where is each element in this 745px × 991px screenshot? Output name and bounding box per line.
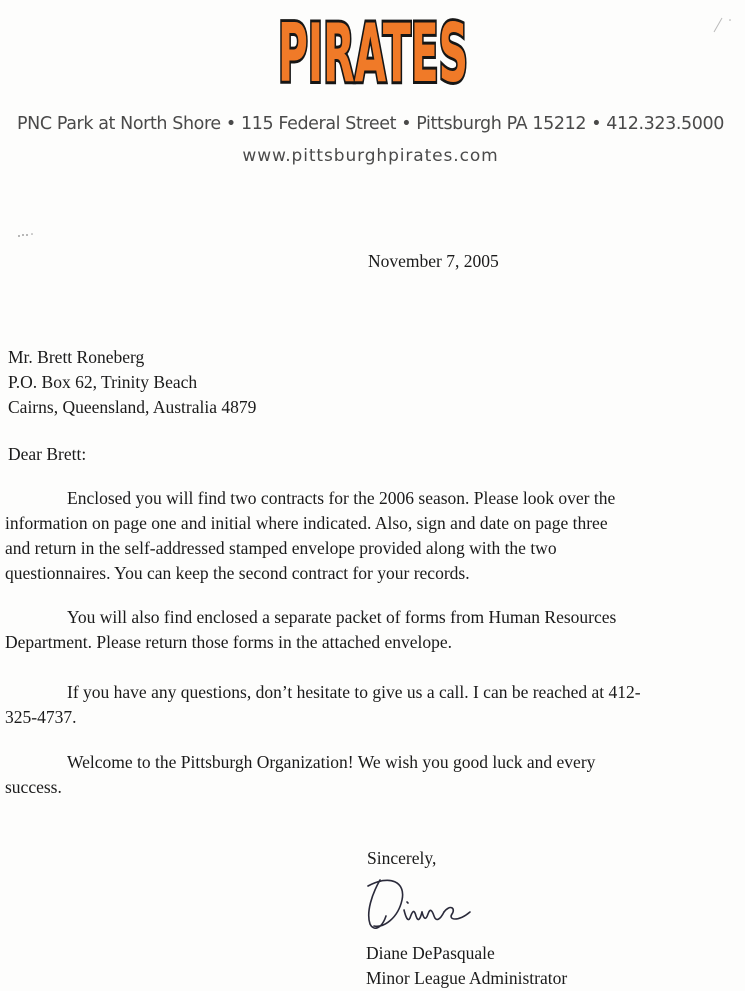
paragraph-line: Enclosed you will find two contracts for the 2006 season. Please look over the — [67, 488, 616, 508]
paragraph-1 — [5, 486, 745, 586]
logo-wordmark: PIRATES — [278, 6, 468, 101]
signer-title: Minor League Administrator — [366, 968, 568, 988]
salutation: Dear Brett: — [8, 444, 87, 464]
recipient-address — [8, 345, 256, 420]
paper-speck — [17, 232, 37, 238]
paragraph-line: and return in the self-addressed stamped envelope provided along with the two — [5, 538, 557, 558]
recipient-line2: Cairns, Queensland, Australia 4879 — [8, 397, 257, 417]
paragraph-line: You will also find enclosed a separate packet of forms from Human Resources — [67, 607, 617, 627]
signer-name: Diane DePasquale — [366, 943, 495, 963]
letterhead-website: www.pittsburghpirates.com — [242, 146, 499, 166]
recipient-name: Mr. Brett Roneberg — [8, 347, 145, 367]
paragraph-4 — [5, 750, 745, 800]
paragraph-line: If you have any questions, don’t hesitate to give us a call. I can be reached at 412- — [67, 682, 641, 702]
paragraph-line: Department. Please return those forms in the attached envelope. — [5, 632, 453, 652]
signer-block — [366, 941, 567, 991]
pirates-logo — [272, 3, 474, 101]
paragraph-line: 325-4737. — [5, 707, 77, 727]
paragraph-line: Welcome to the Pittsburgh Organization! We wish you good luck and every — [67, 752, 596, 772]
recipient-line1: P.O. Box 62, Trinity Beach — [8, 372, 198, 392]
paragraph-line: success. — [5, 777, 62, 797]
paragraph-3 — [5, 680, 745, 730]
scan-mark — [708, 12, 738, 42]
letter-date: November 7, 2005 — [368, 251, 499, 271]
handwritten-signature — [360, 872, 490, 934]
letterhead-address: PNC Park at North Shore • 115 Federal Street • Pittsburgh PA 15212 • 412.323.5000 — [17, 114, 724, 134]
closing: Sincerely, — [367, 848, 437, 868]
paragraph-2 — [5, 605, 745, 655]
paragraph-line: questionnaires. You can keep the second contract for your records. — [5, 563, 470, 583]
paragraph-line: information on page one and initial where indicated. Also, sign and date on page three — [5, 513, 608, 533]
